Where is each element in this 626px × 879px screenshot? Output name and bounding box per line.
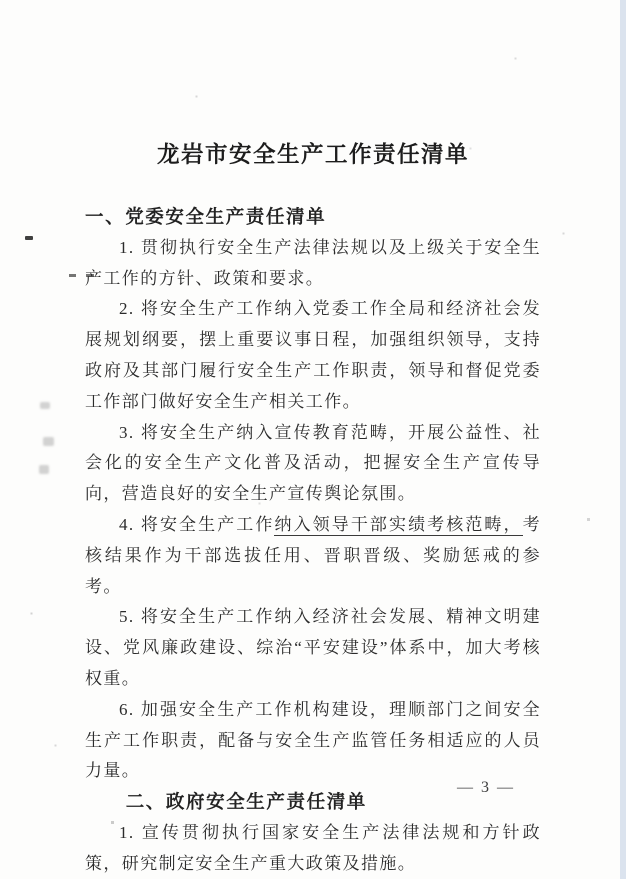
section-1-paragraph-6: 6. 加强安全生产工作机构建设，理顺部门之间安全生产工作职责，配备与安全生产监管任务相适应的人员力量。 — [85, 699, 541, 781]
section-1-heading: 一、党委安全生产责任清单 — [85, 206, 327, 227]
section-2-paragraph-1: 1. 宣传贯彻执行国家安全生产法律法规和方针政策，研究制定安全生产重大政策及措施。 — [85, 822, 541, 873]
margin-smudge — [40, 402, 50, 409]
section-1-paragraph-2: 2. 将安全生产工作纳入党委工作全局和经济社会发展规划纲要，摆上重要议事日程，加强组织领导，支持政府及其部门履行安全生产工作职责，领导和督促党委工作部门做好安全生产相关工作。 — [85, 299, 541, 411]
section-1-paragraph-3: 3. 将安全生产纳入宣传教育范畴，开展公益性、社会化的安全生产文化普及活动，把握安全生产宣传导向，营造良好的安全生产宣传舆论氛围。 — [85, 422, 541, 504]
ink-mark — [69, 274, 76, 277]
scan-speckles — [0, 0, 1, 1]
underlined-phrase: 纳入领导干部实绩考核范畴， — [274, 514, 523, 534]
section-1-paragraph-5: 5. 将安全生产工作纳入经济社会发展、精神文明建设、党风廉政建设、综治“平安建设”体系中，加大考核权重。 — [85, 607, 541, 688]
margin-smudge — [43, 437, 54, 446]
margin-smudge — [39, 465, 49, 474]
document-body — [85, 138, 541, 879]
scanner-edge-strip — [620, 0, 626, 879]
section-1-paragraph-4 — [85, 510, 541, 602]
ink-mark — [25, 236, 33, 240]
section-2-heading: 二、政府安全生产责任清单 — [125, 791, 367, 813]
paragraph-4-prefix: 4. 将安全生产工作 — [119, 514, 275, 534]
paragraph-4-suffix: 考核结果作为干部选拔任用、晋职晋级、奖励惩戒的参考。 — [85, 514, 541, 596]
document-title: 龙岩市安全生产工作责任清单 — [156, 142, 469, 167]
section-1-paragraph-1: 1. 贯彻执行安全生产法律法规以及上级关于安全生产工作的方针、政策和要求。 — [85, 237, 541, 288]
page-number: — 3 — — [457, 779, 515, 796]
